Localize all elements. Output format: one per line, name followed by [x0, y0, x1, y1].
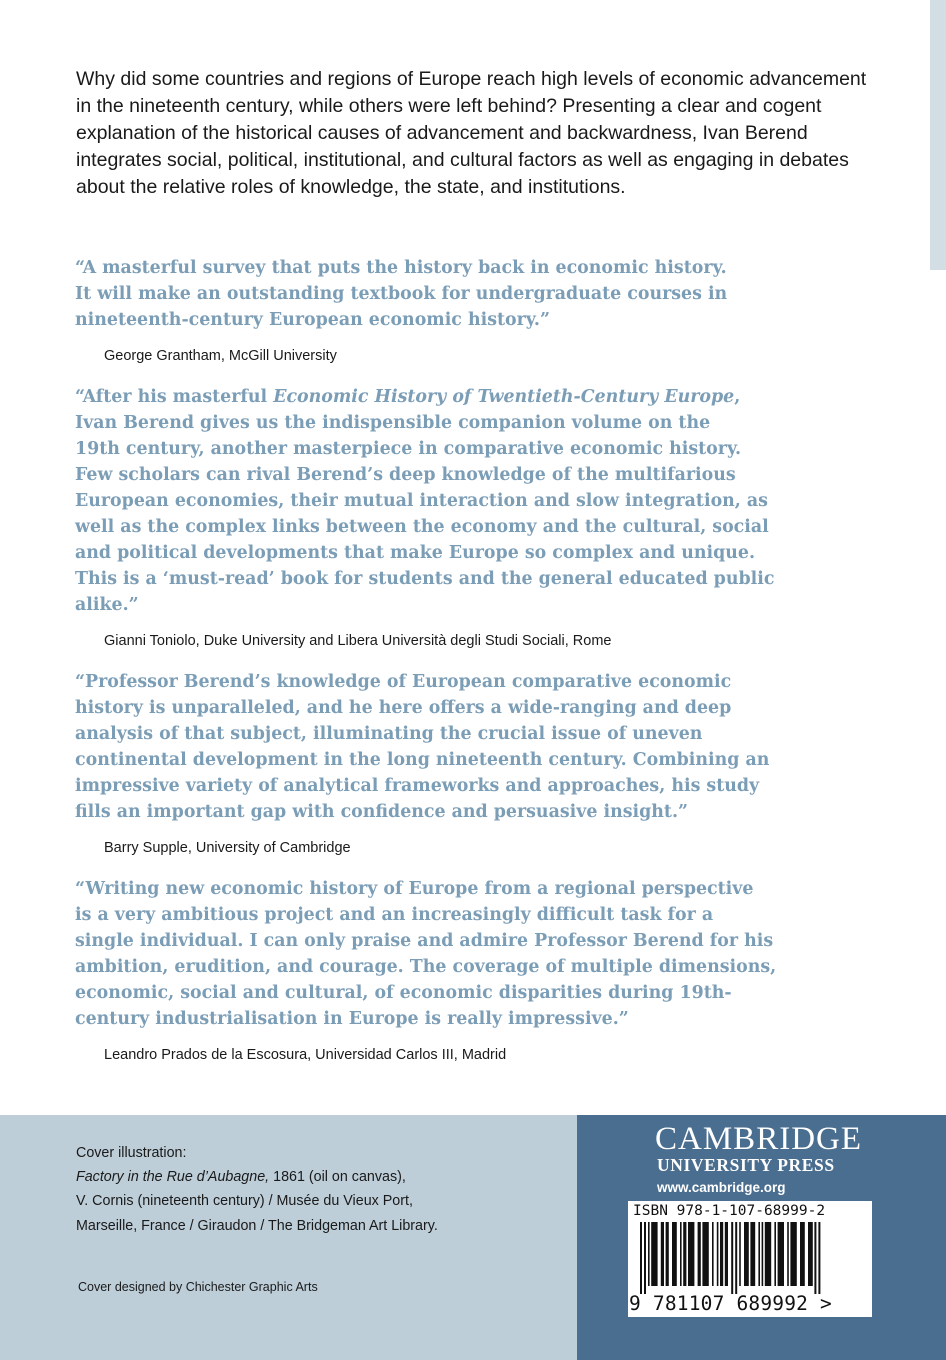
barcode-bar	[661, 1222, 664, 1286]
quote-line: well as the complex links between the economy and the cultural, social	[75, 517, 769, 537]
quote-suffix: ,	[734, 387, 741, 407]
artwork-details: 1861 (oil on canvas),	[269, 1169, 406, 1186]
barcode-bar	[765, 1222, 771, 1286]
quote-line: alike.”	[75, 595, 139, 615]
credit-title-line	[76, 1165, 438, 1189]
barcode-guard-bar	[644, 1222, 646, 1294]
quote-line: continental development in the long nineteenth century. Combining an	[75, 750, 770, 770]
barcode-guard-bar	[818, 1222, 820, 1294]
quote-line: Few scholars can rival Berend’s deep knowledge of the multifarious	[75, 465, 736, 485]
barcode-bar	[758, 1222, 760, 1286]
blurb-paragraph: Why did some countries and regions of Europe reach high levels of economic advancement in the nineteenth century, while others were left behind? Presenting a clear and cogent explanation of the historical causes of advancement and backwardness, Ivan Berend integrates social, political, institutional, and cultural factors as well as engaging in debates about the relative roles of knowledge, the state, and institutions.	[76, 68, 867, 198]
barcode-bar	[651, 1222, 657, 1286]
barcode-bar	[778, 1222, 784, 1286]
barcode-bar	[800, 1222, 805, 1286]
review-quote-3	[75, 669, 883, 825]
credit-line: Marseille, France / Giraudon / The Bridgeman Art Library.	[76, 1217, 438, 1234]
quote-prefix: “After his masterful	[75, 387, 274, 407]
quote-line: European economies, their mutual interaction and slow integration, as	[75, 491, 768, 511]
publisher-logo-name: CAMBRIDGE	[655, 1121, 863, 1157]
review-quote-2	[75, 384, 883, 618]
review-quote-1	[75, 255, 883, 333]
credit-line: V. Cornis (nineteenth century) / Musée du Vieux Port,	[76, 1193, 413, 1210]
quote-line: single individual. I can only praise and admire Professor Berend for his	[75, 931, 774, 951]
publisher-logo-subname: UNIVERSITY PRESS	[657, 1155, 835, 1175]
barcode-bar	[725, 1222, 728, 1286]
barcode-guard-bar	[814, 1222, 816, 1294]
quote-line: 19th century, another masterpiece in comparative economic history.	[75, 439, 742, 459]
quote-attribution-4: Leandro Prados de la Escosura, Universidad Carlos III, Madrid	[104, 1047, 507, 1063]
barcode-bar	[702, 1222, 708, 1286]
barcode-digits: 9 781107 689992 >	[629, 1292, 832, 1315]
cover-illustration-credit	[76, 1141, 438, 1238]
barcode-bar	[688, 1222, 694, 1286]
quote-line: impressive variety of analytical frameworks and approaches, his study	[75, 776, 760, 796]
quote-line: is a very ambitious project and an increasingly difficult task for a	[75, 905, 714, 925]
barcode-bar	[720, 1222, 723, 1286]
cover-designer-credit: Cover designed by Chichester Graphic Arts	[78, 1280, 318, 1294]
quote-line: fills an important gap with confidence and persuasive insight.”	[75, 802, 689, 822]
barcode-bar	[698, 1222, 701, 1286]
quote-line	[75, 384, 883, 410]
quote-line: economic, social and cultural, of economic disparities during 19th-	[75, 983, 732, 1003]
barcode-bar	[790, 1222, 796, 1286]
quote-line: “A masterful survey that puts the history back in economic history.	[75, 258, 727, 278]
quote-line: and political developments that make Europe so complex and unique.	[75, 543, 756, 563]
quote-line: century industrialisation in Europe is really impressive.”	[75, 1009, 629, 1029]
barcode-bar	[712, 1222, 714, 1286]
artwork-title: Factory in the Rue d’Aubagne,	[76, 1169, 270, 1186]
barcode-guard-bar	[731, 1222, 733, 1294]
barcode-guard-bar	[735, 1222, 737, 1294]
barcode-bar	[739, 1222, 741, 1286]
quote-line: This is a ‘must-read’ book for students and the general educated public	[75, 569, 775, 589]
quote-line: ambition, erudition, and courage. The coverage of multiple dimensions,	[75, 957, 777, 977]
barcode-bar	[762, 1222, 764, 1286]
barcode-bar	[717, 1222, 719, 1286]
barcode-bar	[808, 1222, 813, 1286]
barcode-bar	[672, 1222, 677, 1286]
quote-line: nineteenth-century European economic history.”	[75, 310, 550, 330]
barcode-bar	[750, 1222, 755, 1286]
isbn-label: ISBN 978-1-107-68999-2	[633, 1203, 826, 1219]
quote-line: “Professor Berend’s knowledge of European comparative economic	[75, 672, 732, 692]
spine-edge-tab	[930, 0, 946, 270]
quote-line: Ivan Berend gives us the indispensible companion volume on the	[75, 413, 711, 433]
review-quote-4	[75, 876, 883, 1032]
barcode-bar	[680, 1222, 682, 1286]
quote-attribution-1: George Grantham, McGill University	[104, 348, 337, 364]
book-title: Economic History of Twentieth-Century Europe	[273, 387, 735, 407]
publisher-url[interactable]: www.cambridge.org	[657, 1180, 786, 1195]
credit-heading: Cover illustration:	[76, 1145, 187, 1161]
barcode-bar	[787, 1222, 789, 1286]
quote-line: It will make an outstanding textbook for undergraduate courses in	[75, 284, 728, 304]
quote-line: history is unparalleled, and he here offers a wide-ranging and deep	[75, 698, 732, 718]
barcode-bar	[774, 1222, 776, 1286]
barcode-bar	[744, 1222, 749, 1286]
quote-line: “Writing new economic history of Europe from a regional perspective	[75, 879, 754, 899]
quote-line: analysis of that subject, illuminating the crucial issue of uneven	[75, 724, 703, 744]
quote-attribution-2: Gianni Toniolo, Duke University and Libera Università degli Studi Sociali, Rome	[104, 633, 612, 649]
barcode-bar	[648, 1222, 650, 1286]
barcode-bar	[683, 1222, 686, 1286]
quote-attribution-3: Barry Supple, University of Cambridge	[104, 840, 351, 856]
barcode-bar	[666, 1222, 669, 1286]
barcode-graphic	[636, 1222, 866, 1294]
barcode-guard-bar	[640, 1222, 642, 1294]
